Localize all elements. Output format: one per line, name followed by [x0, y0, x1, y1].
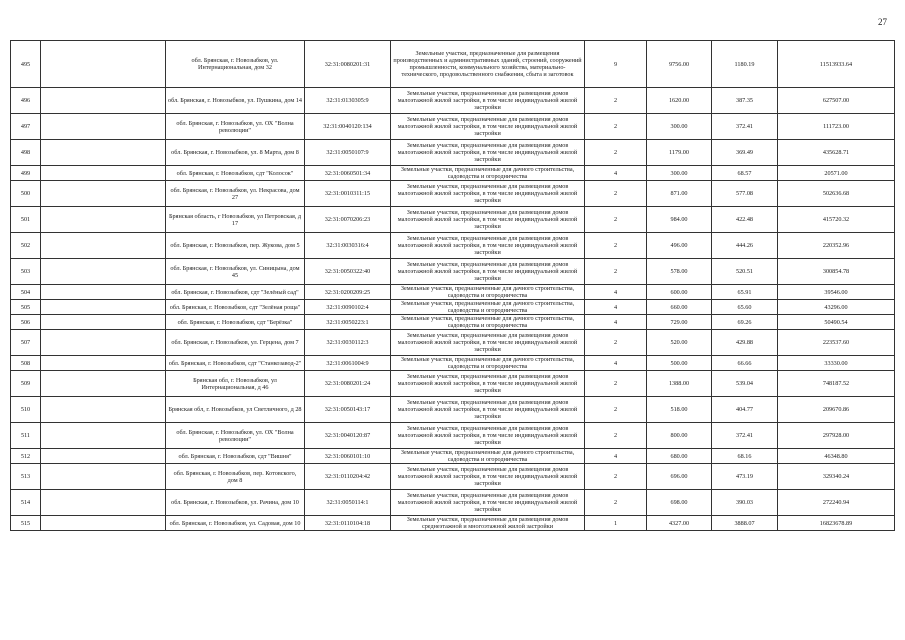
cadastral-number-cell: 32:31:0050107:9 [305, 140, 391, 166]
address-cell: Брянская обл, г. Новозыбков, ул Светличного, д 28 [166, 397, 305, 423]
permitted-use-cell: Земельные участки, предназначенные для размещения домов малоэтажной жилой застройки, в том числе индивидуальной жилой застройки [391, 330, 585, 356]
specific-value-cell: 68.16 [712, 449, 778, 464]
cadastral-number-cell: 32:31:0060501:34 [305, 166, 391, 181]
table-row [11, 181, 895, 207]
use-group-cell: 2 [585, 88, 647, 114]
table-row [11, 371, 895, 397]
address-cell: Брянская область, г Новозыбков, ул Петровская, д 17 [166, 207, 305, 233]
cadastral-number-cell: 32:31:0040120:134 [305, 114, 391, 140]
permitted-use-cell: Земельные участки, предназначенные для размещения домов малоэтажной жилой застройки, в том числе индивидуальной жилой застройки [391, 140, 585, 166]
permitted-use-cell: Земельные участки, предназначенные для размещения домов малоэтажной жилой застройки, в том числе индивидуальной жилой застройки [391, 423, 585, 449]
blank-cell [41, 464, 166, 490]
specific-value-cell: 369.49 [712, 140, 778, 166]
permitted-use-cell: Земельные участки, предназначенные для размещения домов малоэтажной жилой застройки, в том числе индивидуальной жилой застройки [391, 207, 585, 233]
row-number-cell: 496 [11, 88, 41, 114]
blank-cell [41, 114, 166, 140]
address-cell: обл. Брянская, г. Новозыбков, ул. Пушкина, дом 14 [166, 88, 305, 114]
cadastral-number-cell: 32:31:0110104:18 [305, 516, 391, 531]
row-number-cell: 512 [11, 449, 41, 464]
use-group-cell: 2 [585, 114, 647, 140]
table-body [11, 41, 895, 531]
cadastral-value-cell: 33330.00 [778, 356, 895, 371]
area-cell: 729.00 [647, 315, 712, 330]
blank-cell [41, 88, 166, 114]
permitted-use-cell: Земельные участки, предназначенные для размещения домов малоэтажной жилой застройки, в том числе индивидуальной жилой застройки [391, 259, 585, 285]
cadastral-value-cell: 46348.80 [778, 449, 895, 464]
row-number-cell: 515 [11, 516, 41, 531]
use-group-cell: 2 [585, 490, 647, 516]
cadastral-value-cell: 50490.54 [778, 315, 895, 330]
permitted-use-cell: Земельные участки, предназначенные для дачного строительства, садоводства и огородничества [391, 285, 585, 300]
cadastral-number-cell: 32:31:0050143:17 [305, 397, 391, 423]
blank-cell [41, 516, 166, 531]
address-cell: обл. Брянская, г. Новозыбков, сдт "Вишня" [166, 449, 305, 464]
cadastral-value-cell: 272240.94 [778, 490, 895, 516]
specific-value-cell: 473.19 [712, 464, 778, 490]
blank-cell [41, 207, 166, 233]
cadastral-value-cell: 748187.52 [778, 371, 895, 397]
cadastral-number-cell: 32:31:0010311:15 [305, 181, 391, 207]
address-cell: обл. Брянская, г. Новозыбков, пер. Жукова, дом 5 [166, 233, 305, 259]
blank-cell [41, 140, 166, 166]
cadastral-number-cell: 32:31:0030112:3 [305, 330, 391, 356]
area-cell: 578.00 [647, 259, 712, 285]
blank-cell [41, 330, 166, 356]
cadastral-value-cell: 435628.71 [778, 140, 895, 166]
cadastral-number-cell: 32:31:0061004:9 [305, 356, 391, 371]
permitted-use-cell: Земельные участки, предназначенные для дачного строительства, садоводства и огородничества [391, 300, 585, 315]
blank-cell [41, 41, 166, 88]
row-number-cell: 510 [11, 397, 41, 423]
address-cell: обл. Брянская, г. Новозыбков, ул. Интернациональная, дом 32 [166, 41, 305, 88]
area-cell: 9756.00 [647, 41, 712, 88]
address-cell: обл. Брянская, г. Новозыбков, ул. Некрасова, дом 27 [166, 181, 305, 207]
table-row [11, 166, 895, 181]
cadastral-value-cell: 16823678.89 [778, 516, 895, 531]
page-number: 27 [878, 17, 887, 27]
specific-value-cell: 390.03 [712, 490, 778, 516]
area-cell: 500.00 [647, 356, 712, 371]
use-group-cell: 2 [585, 140, 647, 166]
blank-cell [41, 423, 166, 449]
use-group-cell: 2 [585, 464, 647, 490]
blank-cell [41, 490, 166, 516]
blank-cell [41, 166, 166, 181]
address-cell: обл. Брянская, г. Новозыбков, ул. Герцена, дом 7 [166, 330, 305, 356]
permitted-use-cell: Земельные участки, предназначенные для дачного строительства, садоводства и огородничества [391, 356, 585, 371]
row-number-cell: 511 [11, 423, 41, 449]
blank-cell [41, 181, 166, 207]
blank-cell [41, 233, 166, 259]
table-row [11, 114, 895, 140]
cadastral-value-cell: 223537.60 [778, 330, 895, 356]
cadastral-value-cell: 209670.86 [778, 397, 895, 423]
permitted-use-cell: Земельные участки, предназначенные для размещения домов малоэтажной жилой застройки, в том числе индивидуальной жилой застройки [391, 233, 585, 259]
row-number-cell: 501 [11, 207, 41, 233]
use-group-cell: 4 [585, 166, 647, 181]
area-cell: 496.00 [647, 233, 712, 259]
address-cell: обл. Брянская, г. Новозыбков, сдт "Колосок" [166, 166, 305, 181]
row-number-cell: 508 [11, 356, 41, 371]
address-cell: обл. Брянская, г. Новозыбков, ул. Садовая, дом 10 [166, 516, 305, 531]
specific-value-cell: 539.04 [712, 371, 778, 397]
address-cell: обл. Брянская, г. Новозыбков, пер. Котовского, дом 8 [166, 464, 305, 490]
use-group-cell: 1 [585, 516, 647, 531]
row-number-cell: 506 [11, 315, 41, 330]
address-cell: обл. Брянская, г. Новозыбков, ул. Рачина, дом 10 [166, 490, 305, 516]
cadastral-value-cell: 220352.96 [778, 233, 895, 259]
address-cell: обл. Брянская, г. Новозыбков, ул. ОХ "Волна революции" [166, 114, 305, 140]
address-cell: обл. Брянская, г. Новозыбков, сдт "Зелёная роща" [166, 300, 305, 315]
specific-value-cell: 422.48 [712, 207, 778, 233]
row-number-cell: 504 [11, 285, 41, 300]
area-cell: 300.00 [647, 114, 712, 140]
specific-value-cell: 429.88 [712, 330, 778, 356]
use-group-cell: 2 [585, 259, 647, 285]
address-cell: обл. Брянская, г. Новозыбков, сдт "Берёзка" [166, 315, 305, 330]
cadastral-value-cell: 329340.24 [778, 464, 895, 490]
address-cell: обл. Брянская, г. Новозыбков, ул. 8 Марта, дом 8 [166, 140, 305, 166]
specific-value-cell: 69.26 [712, 315, 778, 330]
blank-cell [41, 397, 166, 423]
permitted-use-cell: Земельные участки, предназначенные для размещения производственных и административных зданий, строений, сооружений промышленности, коммунального хозяйства, материально-технического, продовольственного снабжения, сбыта и заготовок [391, 41, 585, 88]
table-row [11, 300, 895, 315]
permitted-use-cell: Земельные участки, предназначенные для размещения домов малоэтажной жилой застройки, в том числе индивидуальной жилой застройки [391, 371, 585, 397]
cadastral-number-cell: 32:31:0080201:31 [305, 41, 391, 88]
area-cell: 600.00 [647, 285, 712, 300]
area-cell: 696.00 [647, 464, 712, 490]
table-row [11, 464, 895, 490]
specific-value-cell: 372.41 [712, 423, 778, 449]
use-group-cell: 2 [585, 330, 647, 356]
row-number-cell: 505 [11, 300, 41, 315]
row-number-cell: 502 [11, 233, 41, 259]
row-number-cell: 497 [11, 114, 41, 140]
area-cell: 1620.00 [647, 88, 712, 114]
specific-value-cell: 65.91 [712, 285, 778, 300]
cadastral-number-cell: 32:31:0130305:9 [305, 88, 391, 114]
table-row [11, 140, 895, 166]
specific-value-cell: 372.41 [712, 114, 778, 140]
row-number-cell: 514 [11, 490, 41, 516]
cadastral-value-cell: 43296.00 [778, 300, 895, 315]
address-cell: Брянская обл, г. Новозыбков, ул Интернациональная, д 46 [166, 371, 305, 397]
permitted-use-cell: Земельные участки, предназначенные для дачного строительства, садоводства и огородничества [391, 166, 585, 181]
use-group-cell: 2 [585, 397, 647, 423]
table-row [11, 423, 895, 449]
land-plots-table [10, 40, 895, 531]
table-row [11, 516, 895, 531]
area-cell: 1388.00 [647, 371, 712, 397]
row-number-cell: 499 [11, 166, 41, 181]
blank-cell [41, 449, 166, 464]
area-cell: 518.00 [647, 397, 712, 423]
area-cell: 520.00 [647, 330, 712, 356]
permitted-use-cell: Земельные участки, предназначенные для дачного строительства, садоводства и огородничества [391, 315, 585, 330]
use-group-cell: 2 [585, 181, 647, 207]
cadastral-number-cell: 32:31:0050223:1 [305, 315, 391, 330]
cadastral-number-cell: 32:31:0090102:4 [305, 300, 391, 315]
table-row [11, 41, 895, 88]
cadastral-value-cell: 300854.78 [778, 259, 895, 285]
table-row [11, 490, 895, 516]
permitted-use-cell: Земельные участки, предназначенные для размещения домов малоэтажной жилой застройки, в том числе индивидуальной жилой застройки [391, 88, 585, 114]
specific-value-cell: 1180.19 [712, 41, 778, 88]
area-cell: 680.00 [647, 449, 712, 464]
use-group-cell: 2 [585, 371, 647, 397]
permitted-use-cell: Земельные участки, предназначенные для размещения домов среднеэтажной и многоэтажной жилой застройки [391, 516, 585, 531]
table-row [11, 285, 895, 300]
table-row [11, 259, 895, 285]
specific-value-cell: 3888.07 [712, 516, 778, 531]
cadastral-number-cell: 32:31:0070206:23 [305, 207, 391, 233]
blank-cell [41, 371, 166, 397]
row-number-cell: 503 [11, 259, 41, 285]
table-row [11, 207, 895, 233]
row-number-cell: 500 [11, 181, 41, 207]
permitted-use-cell: Земельные участки, предназначенные для размещения домов малоэтажной жилой застройки, в том числе индивидуальной жилой застройки [391, 114, 585, 140]
specific-value-cell: 387.35 [712, 88, 778, 114]
specific-value-cell: 66.66 [712, 356, 778, 371]
specific-value-cell: 404.77 [712, 397, 778, 423]
cadastral-number-cell: 32:31:0060101:10 [305, 449, 391, 464]
table-row [11, 315, 895, 330]
use-group-cell: 9 [585, 41, 647, 88]
address-cell: обл. Брянская, г. Новозыбков, сдт "Станкозавод-2" [166, 356, 305, 371]
area-cell: 871.00 [647, 181, 712, 207]
area-cell: 300.00 [647, 166, 712, 181]
row-number-cell: 498 [11, 140, 41, 166]
cadastral-number-cell: 32:31:0050322:40 [305, 259, 391, 285]
blank-cell [41, 356, 166, 371]
area-cell: 800.00 [647, 423, 712, 449]
specific-value-cell: 444.26 [712, 233, 778, 259]
blank-cell [41, 300, 166, 315]
use-group-cell: 4 [585, 300, 647, 315]
area-cell: 4327.00 [647, 516, 712, 531]
specific-value-cell: 68.57 [712, 166, 778, 181]
cadastral-value-cell: 297928.00 [778, 423, 895, 449]
cadastral-value-cell: 627507.00 [778, 88, 895, 114]
table-row [11, 397, 895, 423]
cadastral-value-cell: 111723.00 [778, 114, 895, 140]
cadastral-value-cell: 502636.68 [778, 181, 895, 207]
permitted-use-cell: Земельные участки, предназначенные для размещения домов малоэтажной жилой застройки, в том числе индивидуальной жилой застройки [391, 464, 585, 490]
area-cell: 1179.00 [647, 140, 712, 166]
permitted-use-cell: Земельные участки, предназначенные для размещения домов малоэтажной жилой застройки, в том числе индивидуальной жилой застройки [391, 490, 585, 516]
area-cell: 660.00 [647, 300, 712, 315]
use-group-cell: 2 [585, 423, 647, 449]
row-number-cell: 495 [11, 41, 41, 88]
blank-cell [41, 285, 166, 300]
table-row [11, 449, 895, 464]
blank-cell [41, 259, 166, 285]
cadastral-number-cell: 32:31:0050114:1 [305, 490, 391, 516]
row-number-cell: 509 [11, 371, 41, 397]
address-cell: обл. Брянская, г. Новозыбков, ул. ОХ "Волна революции" [166, 423, 305, 449]
area-cell: 698.00 [647, 490, 712, 516]
cadastral-value-cell: 11513933.64 [778, 41, 895, 88]
row-number-cell: 513 [11, 464, 41, 490]
address-cell: обл. Брянская, г. Новозыбков, ул. Синицына, дом 45 [166, 259, 305, 285]
cadastral-value-cell: 415720.32 [778, 207, 895, 233]
table-row [11, 88, 895, 114]
cadastral-number-cell: 32:31:0040120:87 [305, 423, 391, 449]
cadastral-value-cell: 20571.00 [778, 166, 895, 181]
cadastral-number-cell: 32:31:0080201:24 [305, 371, 391, 397]
permitted-use-cell: Земельные участки, предназначенные для размещения домов малоэтажной жилой застройки, в том числе индивидуальной жилой застройки [391, 397, 585, 423]
permitted-use-cell: Земельные участки, предназначенные для размещения домов малоэтажной жилой застройки, в том числе индивидуальной жилой застройки [391, 181, 585, 207]
use-group-cell: 4 [585, 356, 647, 371]
use-group-cell: 2 [585, 207, 647, 233]
blank-cell [41, 315, 166, 330]
table-row [11, 233, 895, 259]
address-cell: обл. Брянская, г. Новозыбков, сдт "Зелёный сад" [166, 285, 305, 300]
specific-value-cell: 65.60 [712, 300, 778, 315]
permitted-use-cell: Земельные участки, предназначенные для дачного строительства, садоводства и огородничества [391, 449, 585, 464]
table-row [11, 356, 895, 371]
specific-value-cell: 520.51 [712, 259, 778, 285]
use-group-cell: 4 [585, 315, 647, 330]
use-group-cell: 4 [585, 285, 647, 300]
use-group-cell: 2 [585, 233, 647, 259]
cadastral-number-cell: 32:31:0200209:25 [305, 285, 391, 300]
specific-value-cell: 577.08 [712, 181, 778, 207]
table-row [11, 330, 895, 356]
area-cell: 984.00 [647, 207, 712, 233]
row-number-cell: 507 [11, 330, 41, 356]
cadastral-value-cell: 39546.00 [778, 285, 895, 300]
use-group-cell: 4 [585, 449, 647, 464]
cadastral-number-cell: 32:31:0030316:4 [305, 233, 391, 259]
cadastral-number-cell: 32:31:0110204:42 [305, 464, 391, 490]
